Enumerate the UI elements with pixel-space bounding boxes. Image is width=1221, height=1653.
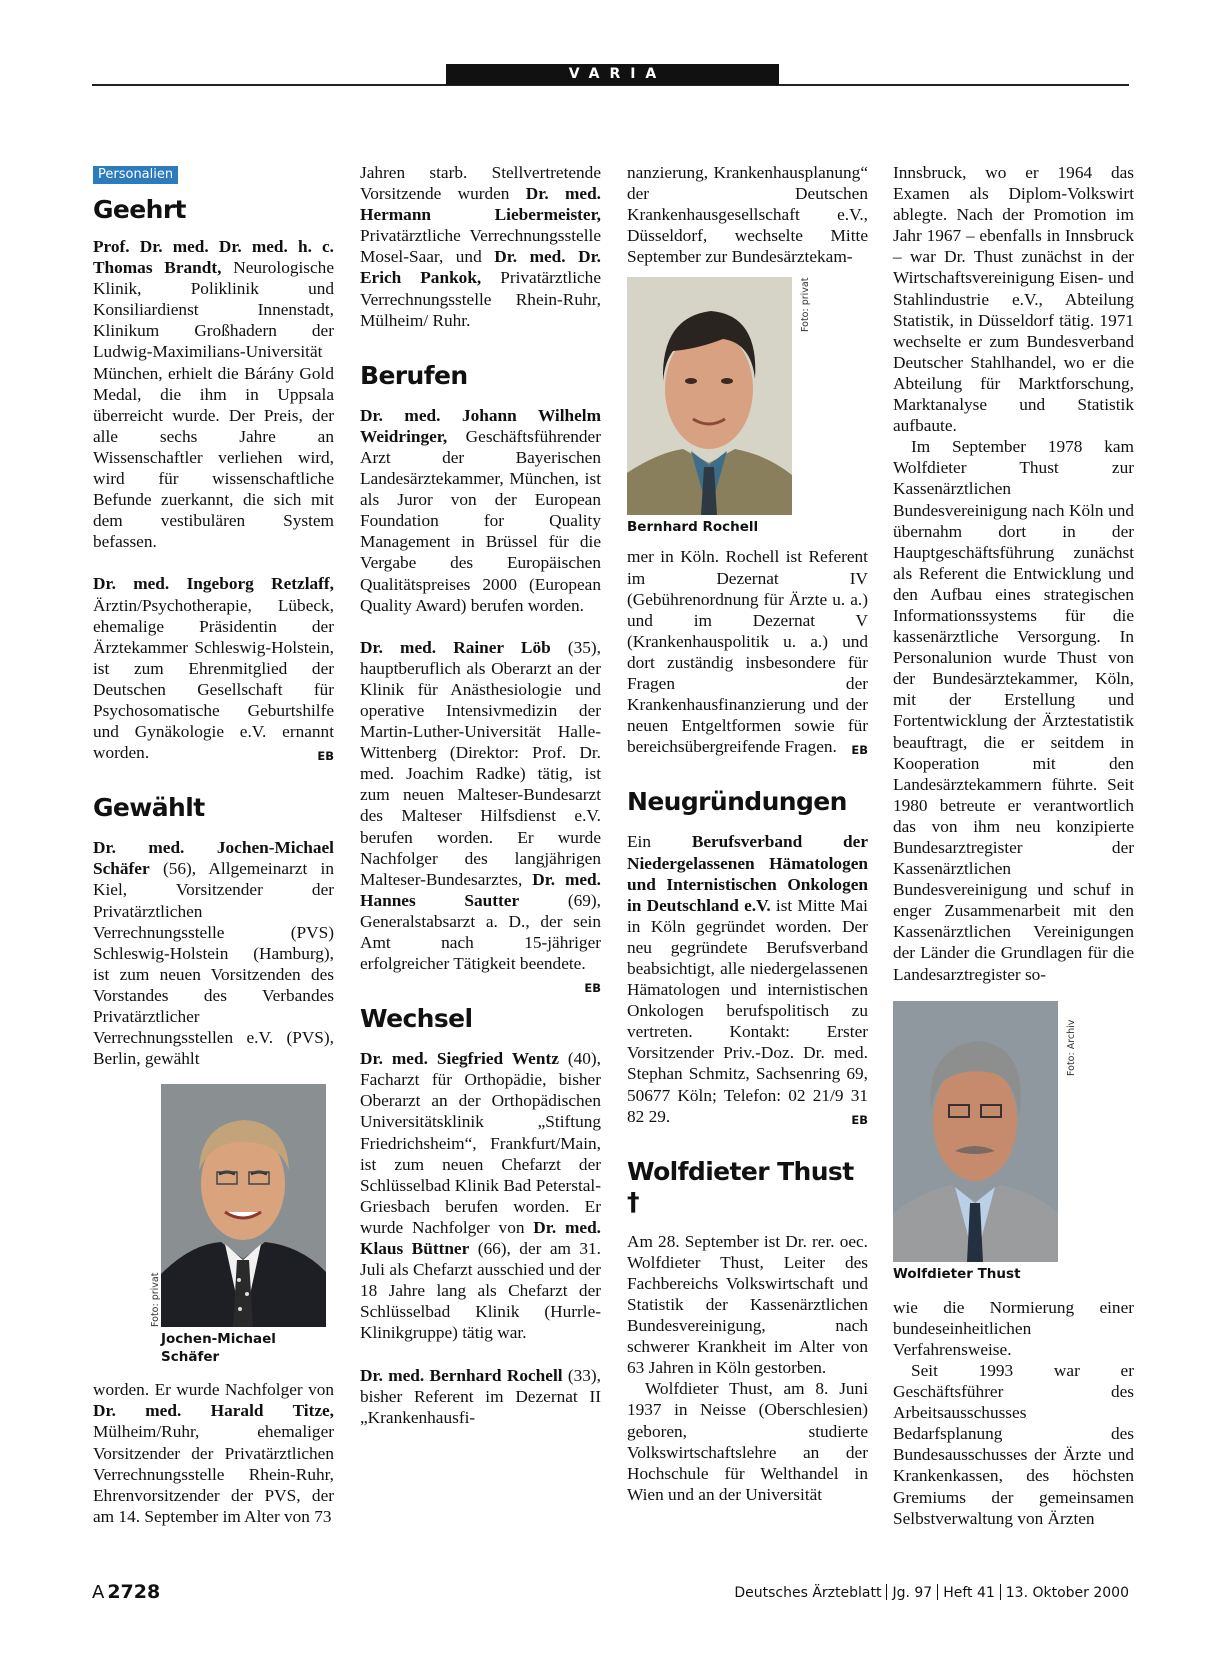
author-initials: EB [584,981,601,996]
journal-date: 13. Oktober 2000 [1005,1585,1129,1601]
article-paragraph: Dr. med. Johann Wilhelm Weidringer, Geschäftsführender Arzt der Bayerischen Landesärztekammer, München, ist als Juror von der European Foundation for Quality Management in Brüssel für die Vergabe des Europäischen Qualitätspreises 2000 (European Quality Award) berufen worden. [360,405,601,615]
page-footer [92,1581,1129,1605]
person-name: Prof. Dr. med. Dr. med. h. c. Thomas Brandt, [93,237,334,278]
article-paragraph: Dr. med. Rainer Löb (35), hauptberuflich als Oberarzt an der Klinik für Anästhesiologie und operative Intensivmedizin der Martin-Luther-Universität Halle-Wittenberg (Direktor: Prof. Dr. med. Joachim Radke) tätig, ist zum neuen Malteser-Bundesarzt des Malteser Hilfsdienst e.V. berufen worden. Er wurde Nachfolger des langjährigen Malteser-Bundesarztes, Dr. med. Hannes Sautter (69), Generalstabsarzt a. D., der sein Amt nach 15-jähriger erfolgreicher Tätigkeit beendete. EB [360,637,601,975]
article-paragraph: Ein Berufsverband der Niedergelassenen Hämatologen und Internistischen Onkologen in Deutschland e.V. ist Mitte Mai in Köln gegründet worden. Der neu gegründete Berufsverband beabsichtigt, alle niedergelassenen Hämatologen und internistischen Onkologen berufspolitisch zu vertreten. Kontakt: Erster Vorsitzender Priv.-Doz. Dr. med. Stephan Schmitz, Sachsenring 69, 50677 Köln; Telefon: 02 21/9 31 82 29. EB [627,831,868,1126]
article-paragraph: wie die Normierung einer bundeseinheitlichen Verfahrensweise. [893,1297,1134,1359]
article-paragraph: Dr. med. Jochen-Michael Schäfer (56), Allgemeinarzt in Kiel, Vorsitzender der Privatärztlichen Verrechnungsstelle (PVS) Schleswig-Holstein (Hamburg), ist zum neuen Vorsitzenden des Vorstandes des Verbandes Privatärztlicher Verrechnungsstellen e.V. (PVS), Berlin, gewählt [93,838,334,1069]
column-3 [627,162,868,1505]
photo-credit: Foto: Archiv [1066,1019,1077,1076]
author-initials: EB [851,743,868,758]
journal-info [734,1584,1129,1601]
heading-thust: Wolfdieter Thust † [627,1156,854,1216]
article-paragraph: Am 28. September ist Dr. rer. oec. Wolfdieter Thust, Leiter des Fachbereichs Volkswirtschaft und Statistik der Kassenärztlichen Bundesvereinigung, nach schwerer Krankheit im Alter von 63 Jahren in Köln gestorben. [627,1231,868,1378]
photo-thust [893,1001,1134,1283]
article-paragraph: Prof. Dr. med. Dr. med. h. c. Thomas Brandt, Neurologische Klinik, Poliklinik und Konsiliardienst Innenstadt, Klinikum Großhadern der Ludwig-Maximilians-Universität München, erhielt die Bárány Gold Medal, die ihm in Uppsala überreicht wurde. Der Preis, der alle sechs Jahre an Wissenschaftler verliehen wird, wird für wissenschaftliche Befunde zuerkannt, die sich mit dem vestibulären System befassen. [93,237,334,552]
person-name: Dr. med. Dr. Erich Pankok, [360,247,602,288]
article-paragraph: Wolfdieter Thust, am 8. Juni 1937 in Neisse (Oberschlesien) geboren, studierte Volkswirtschaftslehre an der Hochschule für Welthandel in Wien und an der Universität [627,1379,868,1504]
column-4 [893,162,1134,1529]
person-name: Dr. med. Hannes Sautter [360,869,601,910]
person-name: Dr. med. Klaus Büttner [360,1217,601,1259]
journal-issue: Heft 41 [943,1585,995,1601]
article-paragraph: Dr. med. Ingeborg Retzlaff, Ärztin/Psychotherapie, Lübeck, ehemalige Präsidentin der Ärztekammer Schleswig-Holstein, ist zum Ehrenmitglied der Deutschen Gesellschaft für Psychosomatische Geburtshilfe und Gynäkologie e.V. ernannt worden. EB [93,573,334,763]
person-name: Dr. med. Bernhard Rochell [360,1365,563,1385]
person-name: Dr. med. Harald Titze, [93,1401,334,1421]
divider [886,1584,887,1600]
article-paragraph: Innsbruck, wo er 1964 das Examen als Diplom-Volkswirt ablegte. Nach der Promotion im Jahr 1967 – ebenfalls in Innsbruck – war Dr. Thust zunächst in der Wirtschaftsvereinigung Eisen- und Stahlindustrie e.V., Abteilung Statistik, in Düsseldorf tätig. 1971 wechselte er zum Bundesverband Deutscher Stahlhandel, wo er die Abteilung für Marktforschung, Marktanalyse und Statistik aufbaute. [893,163,1134,436]
photo-rochell [627,277,868,536]
column-2 [360,162,601,1428]
article-paragraph: mer in Köln. Rochell ist Referent im Dezernat IV (Gebührenordnung für Ärzte u. a.) und im Dezernat V (Krankenhauspolitik u. a.) und dort zuständig insbesondere für Fragen der Krankenhausfinanzierung und der neuen Entgeltformen sowie für bereichsübergreifende Fragen. EB [627,546,868,757]
photo-credit: Foto: privat [800,278,811,333]
page-number: A 2728 [92,1581,161,1603]
person-name: Dr. med. Rainer Löb [360,637,551,657]
column-1 [93,162,334,1527]
author-initials: EB [317,749,334,764]
person-name: Dr. med. Siegfried Wentz [360,1049,559,1069]
photo-schaefer [150,1084,334,1366]
heading-berufen: Berufen [360,360,468,390]
person-name: Dr. med. Jochen-Michael Schäfer [93,838,334,879]
category-tag: Personalien [93,166,178,184]
photo-caption: Jochen-Michael Schäfer [161,1331,276,1366]
heading-neugruendungen: Neugründungen [627,787,847,817]
article-paragraph: nanzierung, Krankenhausplanung“ der Deutschen Krankenhausgesellschaft e.V., Düsseldorf, wechselte Mitte September zur Bundesärztekam- [627,163,868,267]
portrait-image [161,1084,326,1327]
article-paragraph: Dr. med. Siegfried Wentz (40), Facharzt für Orthopädie, bisher Oberarzt an der Orthopädischen Universitätsklinik „Stiftung Friedrichsheim“, Frankfurt/Main, ist zum neuen Chefarzt der Schlüsselbad Klinik Bad Peterstal-Griesbach berufen worden. Er wurde Nachfolger von Dr. med. Klaus Büttner (66), der am 31. Juli als Chefarzt ausschied und der 18 Jahre lang als Chefarzt der Schlüsselbad Klinik (Hurrle-Klinikgruppe) tätig war. [360,1049,602,1343]
journal-volume: Jg. 97 [892,1585,933,1601]
portrait-image [893,1001,1058,1262]
article-paragraph: Im September 1978 kam Wolfdieter Thust zur Kassenärztlichen Bundesvereinigung nach Köln und übernahm dort in der Hauptgeschäftsführung zunächst als Referent die Entwicklung und den Aufbau eines strategischen Informationssystems für die kassenärztliche Versorgung. In Personalunion wurde Thust von der Bundesärztekammer, Köln, mit der Erstellung und Fortentwicklung der Ärztestatistik beauftragt, die er seitdem in Kooperation mit den Landesärztekammern führte. Seit 1980 betreute er verantwortlich das von ihm neu konzipierte Bundesarztregister der Kassenärztlichen Bundesvereinigung und schuf in enger Zusammenarbeit mit den Kassenärztlichen Vereinigungen der Länder die Grundlagen für die Landesarztregister so- [893,437,1134,984]
heading-wechsel: Wechsel [360,1004,473,1034]
article-paragraph: Dr. med. Bernhard Rochell (33), bisher Referent im Dezernat II „Krankenhausfi- [360,1365,602,1427]
article-paragraph: Jahren starb. Stellvertretende Vorsitzende wurden Dr. med. Hermann Liebermeister, Privatärztliche Verrechnungsstelle Mosel-Saar, und Dr. med. Dr. Erich Pankok, Privatärztliche Verrechnungsstelle Rhein-Ruhr, Mülheim/ Ruhr. [360,163,602,330]
heading-gewaehlt: Gewählt [93,793,205,823]
journal-name: Deutsches Ärzteblatt [734,1585,882,1601]
article-paragraph: worden. Er wurde Nachfolger von Dr. med. Harald Titze, Mülheim/Ruhr, ehemaliger Vorsitzender der Privatärztlichen Verrechnungsstelle Rhein-Ruhr, Ehrenvorsitzender der PVS, der am 14. September im Alter von 73 [93,1380,334,1526]
photo-caption: Bernhard Rochell [627,519,759,536]
heading-geehrt: Geehrt [93,195,186,224]
author-initials: EB [851,1112,868,1127]
section-label: VARIA [446,64,779,85]
person-name: Dr. med. Hermann Liebermeister, [360,184,602,225]
divider [1000,1584,1001,1600]
photo-credit: Foto: privat [150,1272,161,1328]
photo-caption: Wolfdieter Thust [893,1265,1021,1282]
article-paragraph: Seit 1993 war er Geschäftsführer des Arbeitsausschusses Bedarfsplanung des Bundesausschusses der Ärzte und Krankenkassen, des höchsten Gremiums der gemeinsamen Selbstverwaltung von Ärzten [893,1360,1134,1528]
divider [937,1584,938,1600]
person-name: Dr. med. Johann Wilhelm Weidringer, [360,405,601,446]
person-name: Dr. med. Ingeborg Retzlaff, [93,574,334,594]
portrait-image [627,277,792,515]
organization-name: Berufsverband der Niedergelassenen Hämatologen und Internistischen Onkologen in Deutschland e.V. [627,832,868,915]
